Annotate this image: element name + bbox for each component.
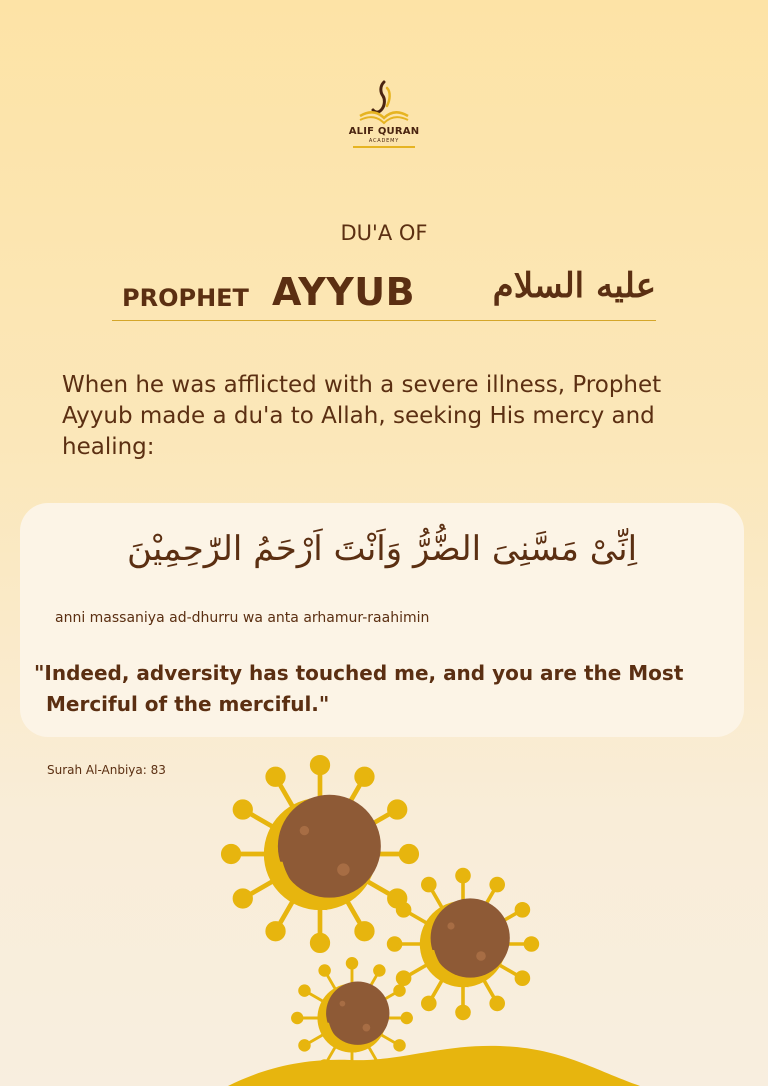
brand-logo — [0, 78, 768, 148]
page-title — [120, 262, 660, 314]
title-prefix: PROPHET — [122, 284, 249, 312]
alif-quran-logo-icon — [354, 78, 414, 126]
logo-underline — [353, 146, 415, 148]
sand-dune — [228, 1046, 640, 1086]
title-name: AYYUB — [272, 270, 416, 314]
dua-card — [20, 503, 744, 737]
logo-subtitle: ACADEMY — [368, 138, 400, 144]
dua-translation-line-1: "Indeed, adversity has touched me, and you are the Most — [34, 661, 684, 685]
title-honorific-arabic: عليه السلام — [492, 266, 656, 306]
dua-translation — [34, 658, 734, 720]
virus-icon — [389, 870, 538, 1019]
virus-illustration — [0, 740, 768, 1086]
title-divider — [112, 320, 656, 321]
dua-transliteration: anni massaniya ad-dhurru wa anta arhamur-raahimin — [55, 610, 430, 626]
dua-translation-line-2: Merciful of the merciful." — [46, 692, 330, 716]
logo-name: ALIF QURAN — [348, 126, 420, 137]
intro-paragraph: When he was afflicted with a severe illness, Prophet Ayyub made a du'a to Allah, seeking His mercy and healing: — [62, 372, 662, 460]
verse-reference: Surah Al-Anbiya: 83 — [47, 763, 166, 777]
dua-arabic-text: اِنِّیْ مَسَّنِیَ الضُّرُّ وَاَنْتَ اَرْحَمُ الرّٰحِمِیْنَ — [126, 529, 638, 569]
virus-icon — [223, 757, 416, 950]
title-kicker: DU'A OF — [340, 221, 428, 245]
